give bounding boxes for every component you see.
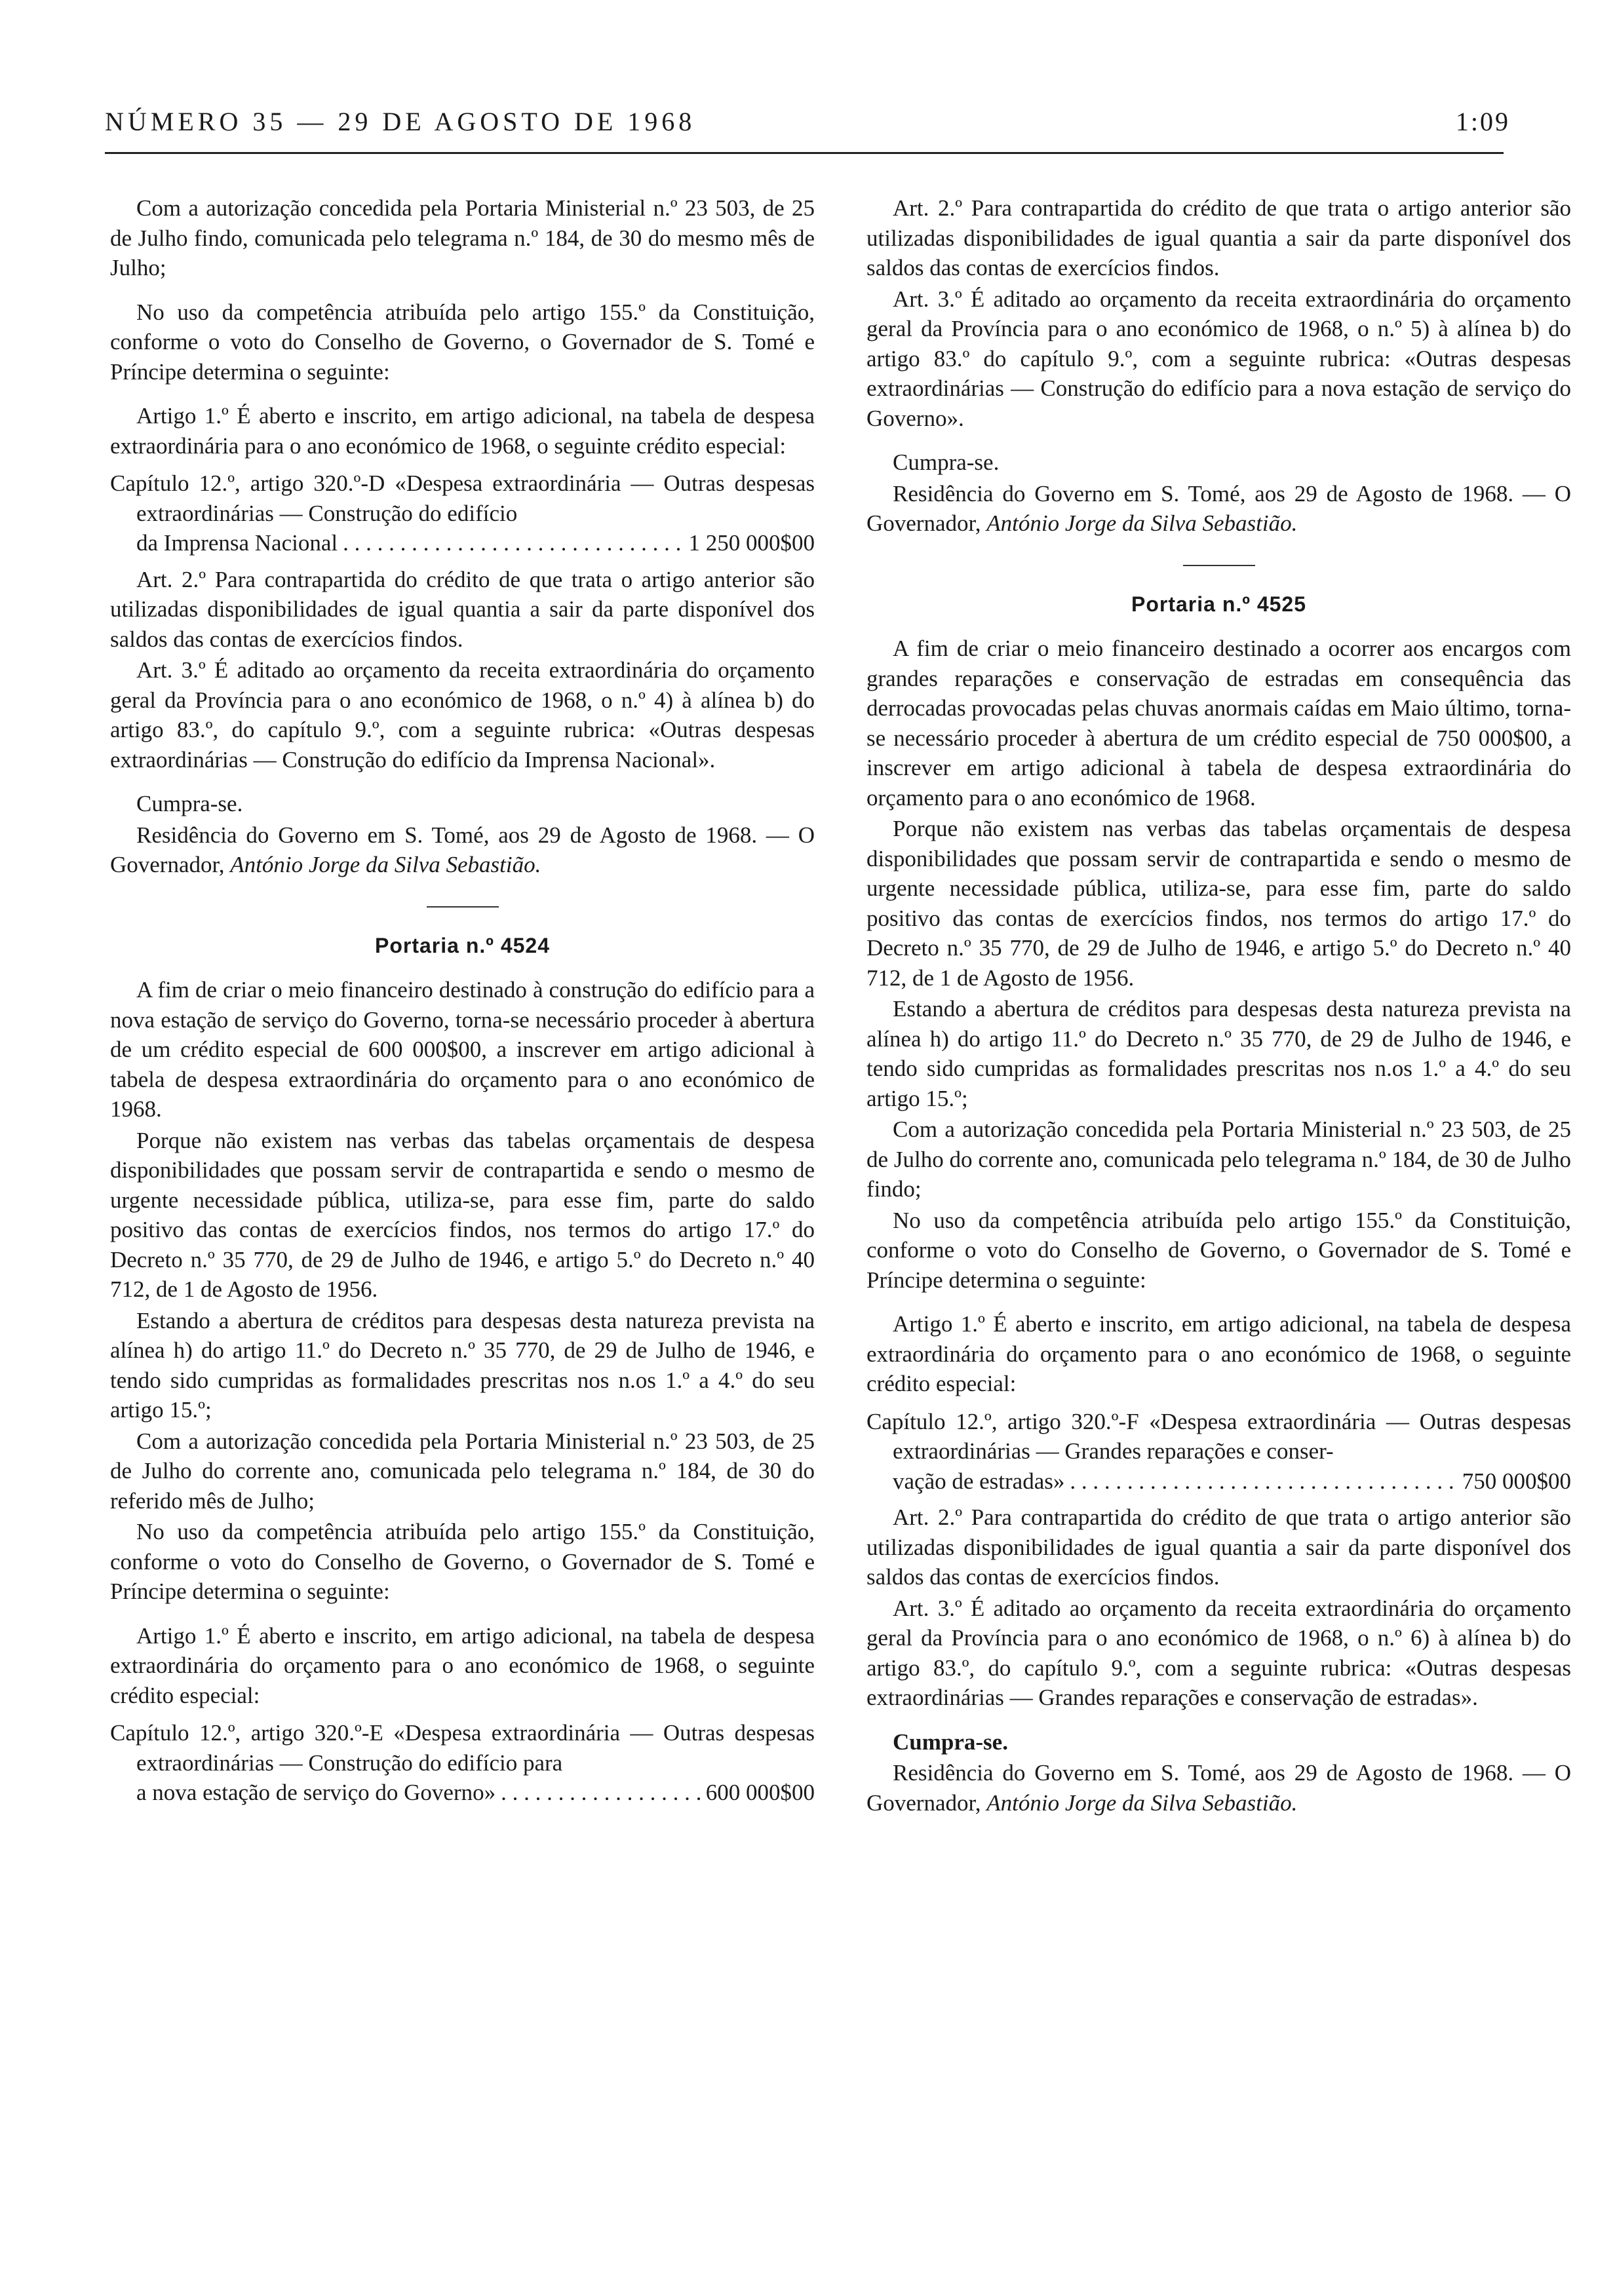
paragraph: Art. 3.º É aditado ao orçamento da receita extraordinária do orçamento geral da Província para o ano económico de 1968, o n.º 5) à alínea b) do artigo 83.º do capítulo 9.º, com a seguinte rubrica: «Outras despesas extraordinárias — Construção do edifício para a nova estação de serviço do Governo». <box>866 286 1571 431</box>
paragraph: Art. 2.º Para contrapartida do crédito de que trata o artigo anterior são utilizadas disponibilidades de igual quantia a sair da parte disponível dos saldos das contas de exercícios findos. <box>866 1504 1571 1590</box>
paragraph: Estando a abertura de créditos para despesas desta natureza prevista na alínea h) do artigo 11.º do Decreto n.º 35 770, de 29 de Julho de 1946, e tendo sido cumpridas as formalidades prescritas nos n.os 1.º a 4.º do seu artigo 15.º; <box>866 996 1571 1111</box>
paragraph: Com a autorização concedida pela Portaria Ministerial n.º 23 503, de 25 de Julho findo, comunicada pelo telegrama n.º 184, de 30 do mesmo mês de Julho; <box>110 195 815 280</box>
paragraph: Art. 3.º É aditado ao orçamento da receita extraordinária do orçamento geral da Província para o ano económico de 1968, o n.º 4) à alínea b) do artigo 83.º, do capítulo 9.º, com a seguinte rubrica: «Outras despesas extraordinárias — Construção do edifício da Imprensa Nacional». <box>110 657 815 773</box>
paragraph: Porque não existem nas verbas das tabelas orçamentais de despesa disponibilidades que possam servir de contrapartida e sendo o mesmo de urgente necessidade pública, utiliza-se, para esse fim, parte do saldo positivo das contas de exercícios findos, nos termos do artigo 17.º do Decreto n.º 35 770, de 29 de Julho de 1946, e artigo 5.º do Decreto n.º 40 712, de 1 de Agosto de 1956. <box>110 1127 815 1302</box>
signature-text: Residência do Governo em S. Tomé, aos 29 de Agosto de 1968. — O Governador, <box>110 822 815 877</box>
credit-amount: 1 250 000$00 <box>688 530 815 556</box>
paragraph: A fim de criar o meio financeiro destinado a ocorrer aos encargos com grandes reparações e conservação de estradas em consequência das derrocadas provocadas pelas chuvas anormais caídas em Maio último, torna-se necessário proceder à abertura de um crédito especial de 750 000$00, a inscrever em artigo adicional à tabela de despesa extraordinária do orçamento para o ano económico de 1968. <box>866 636 1571 811</box>
signature-text: Residência do Governo em S. Tomé, aos 29 de Agosto de 1968. — O Governador, <box>866 1760 1571 1816</box>
paragraph: Com a autorização concedida pela Portaria Ministerial n.º 23 503, de 25 de Julho do corrente ano, comunicada pelo telegrama n.º 184, de 30 do referido mês de Julho; <box>110 1428 815 1514</box>
governor-name: António Jorge da Silva Sebastião. <box>986 1789 1298 1816</box>
signature-text: Residência do Governo em S. Tomé, aos 29 de Agosto de 1968. — O Governador, <box>866 480 1571 536</box>
page-number: 1:09 <box>1455 107 1510 136</box>
paragraph: Com a autorização concedida pela Portaria Ministerial n.º 23 503, de 25 de Julho do corrente ano, comunicada pelo telegrama n.º 184, de 30 de Julho findo; <box>866 1117 1571 1202</box>
credit-item-amount-line <box>893 1466 1571 1497</box>
credit-item-amount-line <box>136 528 815 558</box>
credit-item-text: Capítulo 12.º, artigo 320.º-E «Despesa extraordinária — Outras despesas extraordinárias — Construção do edifício para <box>110 1720 815 1776</box>
governor-name: António Jorge da Silva Sebastião. <box>986 510 1298 536</box>
header-title: NÚMERO 35 — 29 DE AGOSTO DE 1968 <box>105 107 696 136</box>
section-separator <box>427 906 499 908</box>
dot-leader <box>501 1778 701 1808</box>
credit-item <box>866 1407 1571 1497</box>
credit-item-lead: da Imprensa Nacional <box>136 530 338 556</box>
credit-item <box>110 1718 815 1808</box>
left-column <box>110 193 815 1814</box>
paragraph: Art. 3.º É aditado ao orçamento da receita extraordinária do orçamento geral da Província para o ano económico de 1968, o n.º 6) à alínea b) do artigo 83.º, do capítulo 9.º, com a seguinte rubrica: «Outras despesas extraordinárias — Grandes reparações e conservação de estradas». <box>866 1595 1571 1710</box>
credit-item-text: Capítulo 12.º, artigo 320.º-D «Despesa extraordinária — Outras despesas extraordinárias — Construção do edifício <box>110 470 815 526</box>
paragraph: No uso da competência atribuída pelo artigo 155.º da Constituição, conforme o voto do Conselho de Governo, o Governador de S. Tomé e Príncipe determina o seguinte: <box>866 1207 1571 1293</box>
paragraph: Estando a abertura de créditos para despesas desta natureza prevista na alínea h) do artigo 11.º do Decreto n.º 35 770, de 29 de Julho de 1946, e tendo sido cumpridas as formalidades prescritas nos n.os 1.º a 4.º do seu artigo 15.º; <box>110 1307 815 1423</box>
dot-leader <box>1070 1466 1456 1497</box>
paragraph: A fim de criar o meio financeiro destinado à construção do edifício para a nova estação de serviço do Governo, torna-se necessário proceder à abertura de um crédito especial de 600 000$00, a inscrever em artigo adicional à tabela de despesa extraordinária do orçamento para o ano económico de 1968. <box>110 977 815 1122</box>
paragraph: Art. 2.º Para contrapartida do crédito de que trata o artigo anterior são utilizadas disponibilidades de igual quantia a sair da parte disponível dos saldos das contas de exercícios findos. <box>866 195 1571 280</box>
signature-block <box>866 1758 1571 1818</box>
governor-name: António Jorge da Silva Sebastião. <box>230 852 541 877</box>
paragraph: Porque não existem nas verbas das tabelas orçamentais de despesa disponibilidades que possam servir de contrapartida e sendo o mesmo de urgente necessidade pública, utiliza-se, para esse fim, parte do saldo positivo das contas de exercícios findos, nos termos do artigo 17.º do Decreto n.º 35 770, de 29 de Julho de 1946, e artigo 5.º do Decreto n.º 40 712, de 1 de Agosto de 1956. <box>866 816 1571 991</box>
portaria-title: Portaria n.º 4525 <box>1131 592 1307 616</box>
paragraph: Cumpra-se. <box>893 450 1000 475</box>
credit-amount: 600 000$00 <box>705 1780 815 1805</box>
portaria-title: Portaria n.º 4524 <box>374 933 551 957</box>
credit-item-lead: a nova estação de serviço do Governo» <box>136 1780 496 1805</box>
credit-item-amount-line <box>136 1778 815 1808</box>
section-separator <box>1183 565 1255 566</box>
credit-item-text: Capítulo 12.º, artigo 320.º-F «Despesa extraordinária — Outras despesas extraordinárias — Grandes reparações e conser- <box>866 1408 1571 1464</box>
credit-amount: 750 000$00 <box>1462 1468 1571 1494</box>
dot-leader <box>343 528 683 558</box>
credit-item <box>110 469 815 558</box>
paragraph: Cumpra-se. <box>136 791 243 816</box>
paragraph: No uso da competência atribuída pelo artigo 155.º da Constituição, conforme o voto do Conselho de Governo, o Governador de S. Tomé e Príncipe determina o seguinte: <box>110 299 815 385</box>
paragraph: Cumpra-se. <box>893 1729 1008 1755</box>
signature-block <box>866 479 1571 539</box>
paragraph: Artigo 1.º É aberto e inscrito, em artigo adicional, na tabela de despesa extraordinária para o ano económico de 1968, o seguinte crédito especial: <box>110 403 815 459</box>
right-column <box>866 193 1571 1819</box>
header-rule <box>105 152 1504 154</box>
paragraph: Artigo 1.º É aberto e inscrito, em artigo adicional, na tabela de despesa extraordinária do orçamento para o ano económico de 1968, o seguinte crédito especial: <box>866 1311 1571 1396</box>
paragraph: Artigo 1.º É aberto e inscrito, em artigo adicional, na tabela de despesa extraordinária do orçamento para o ano económico de 1968, o seguinte crédito especial: <box>110 1622 815 1708</box>
paragraph: Art. 2.º Para contrapartida do crédito de que trata o artigo anterior são utilizadas disponibilidades de igual quantia a sair da parte disponível dos saldos das contas de exercícios findos. <box>110 566 815 652</box>
signature-block <box>110 820 815 880</box>
paragraph: No uso da competência atribuída pelo artigo 155.º da Constituição, conforme o voto do Conselho de Governo, o Governador de S. Tomé e Príncipe determina o seguinte: <box>110 1519 815 1604</box>
page-header <box>105 106 1510 145</box>
credit-item-lead: vação de estradas» <box>893 1468 1065 1494</box>
